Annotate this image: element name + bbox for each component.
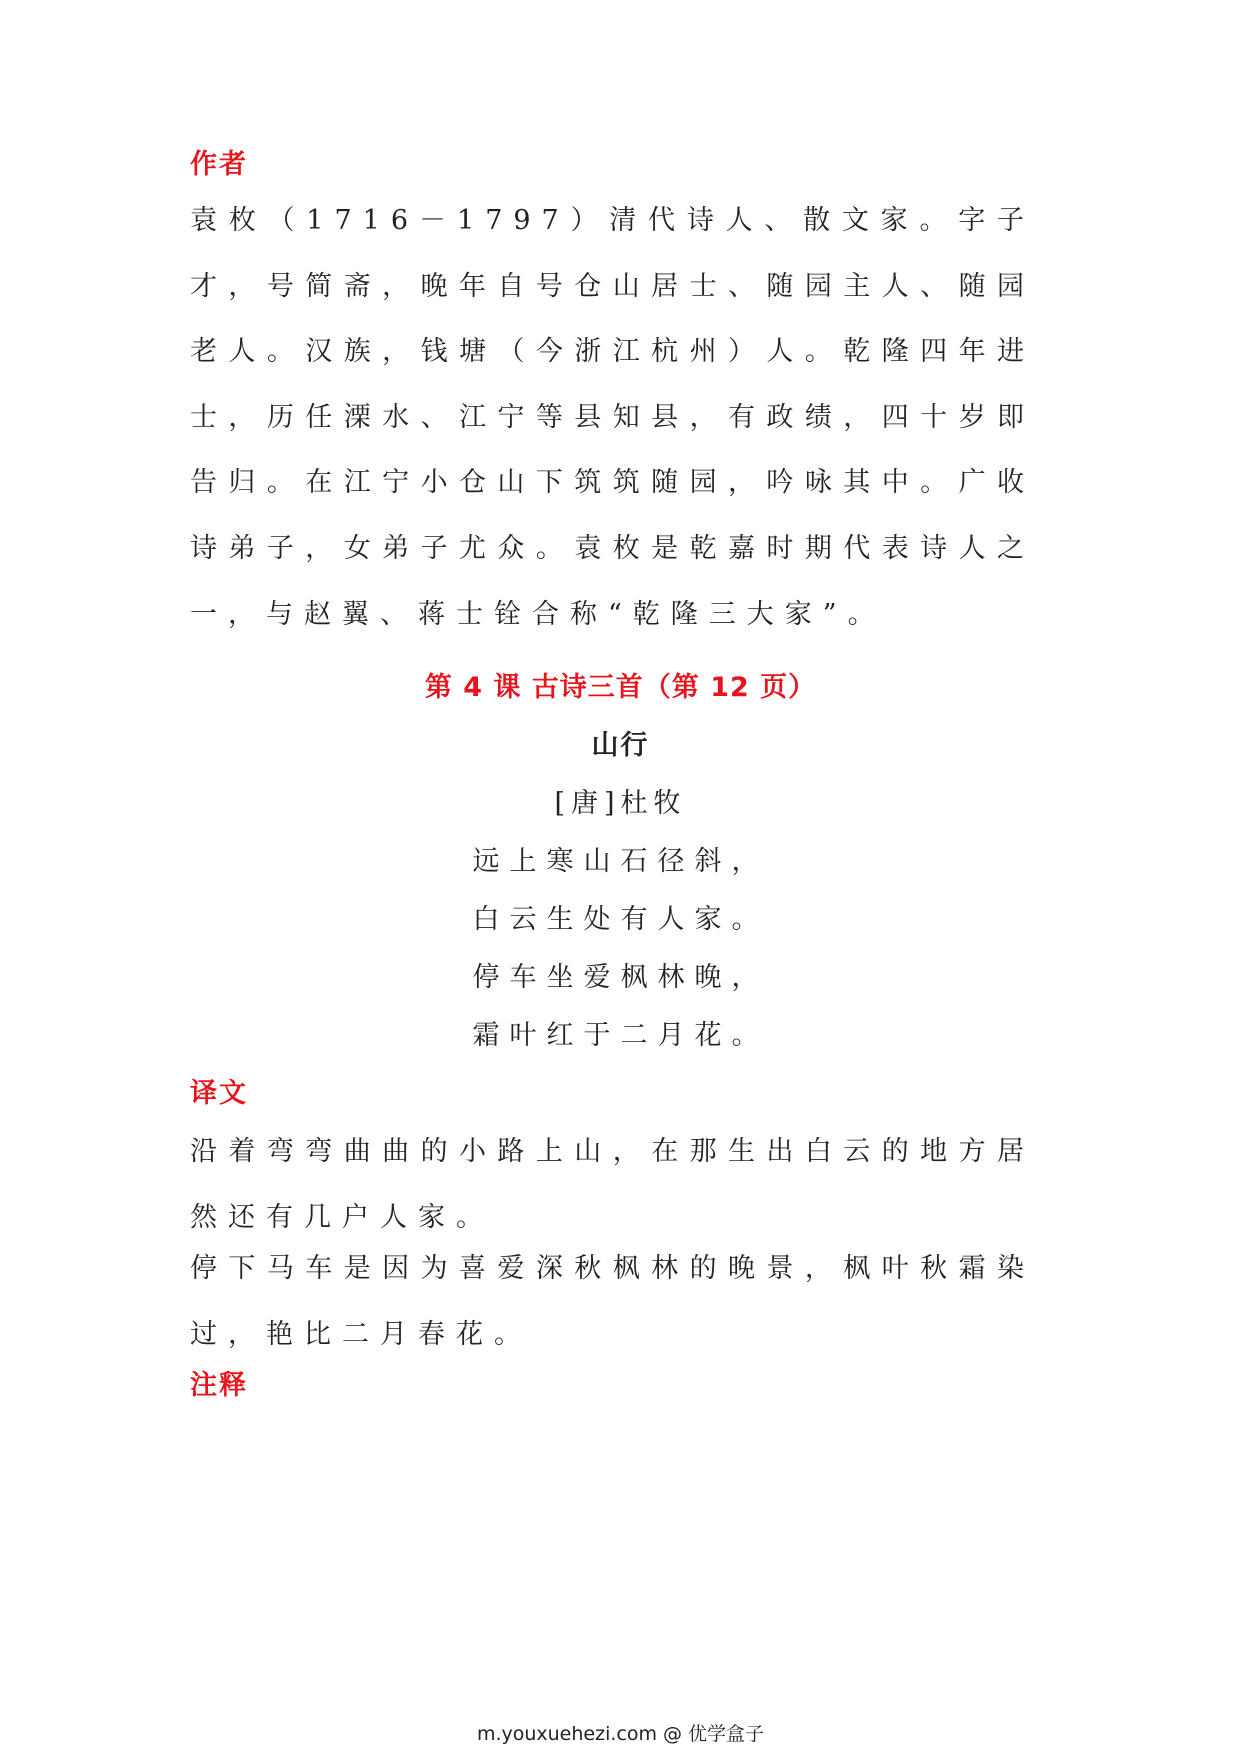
poem-line: 停车坐爱枫林晚， — [472, 962, 769, 993]
author-paragraph: 袁枚（1716－1797）清代诗人、散文家。字子才，号简斋，晚年自号仓山居士、随园主人、随园老人。汉族，钱塘（今浙江杭州）人。乾隆四年进士，历任溧水、江宁等县知县，有政绩，四十岁即告归。在江宁小仓山下筑筑随园，吟咏其中。广收诗弟子，女弟子尤众。袁枚是乾嘉时期代表诗人之一，与赵翼、蒋士铨合称“乾隆三大家”。 — [190, 205, 1035, 630]
footer-watermark: m.youxuehezi.com @ 优学盒子 — [476, 1723, 765, 1745]
author-heading: 作者 — [190, 149, 248, 180]
translation-paragraph: 停下马车是因为喜爱深秋枫林的晚景，枫叶秋霜染过，艳比二月春花。 — [190, 1253, 1035, 1350]
poem-line: 霜叶红于二月花。 — [472, 1020, 769, 1051]
translation-heading: 译文 — [190, 1078, 248, 1109]
notes-heading: 注释 — [190, 1370, 248, 1401]
translation-paragraph: 沿着弯弯曲曲的小路上山，在那生出白云的地方居然还有几户人家。 — [190, 1136, 1035, 1233]
poem-line: 远上寒山石径斜， — [472, 846, 769, 877]
lesson-title: 第 4 课 古诗三首（第 12 页） — [424, 672, 817, 703]
poem-line: 白云生处有人家。 — [472, 904, 769, 935]
poem-title: 山行 — [591, 730, 650, 761]
poem-author: [唐]杜牧 — [554, 788, 687, 819]
